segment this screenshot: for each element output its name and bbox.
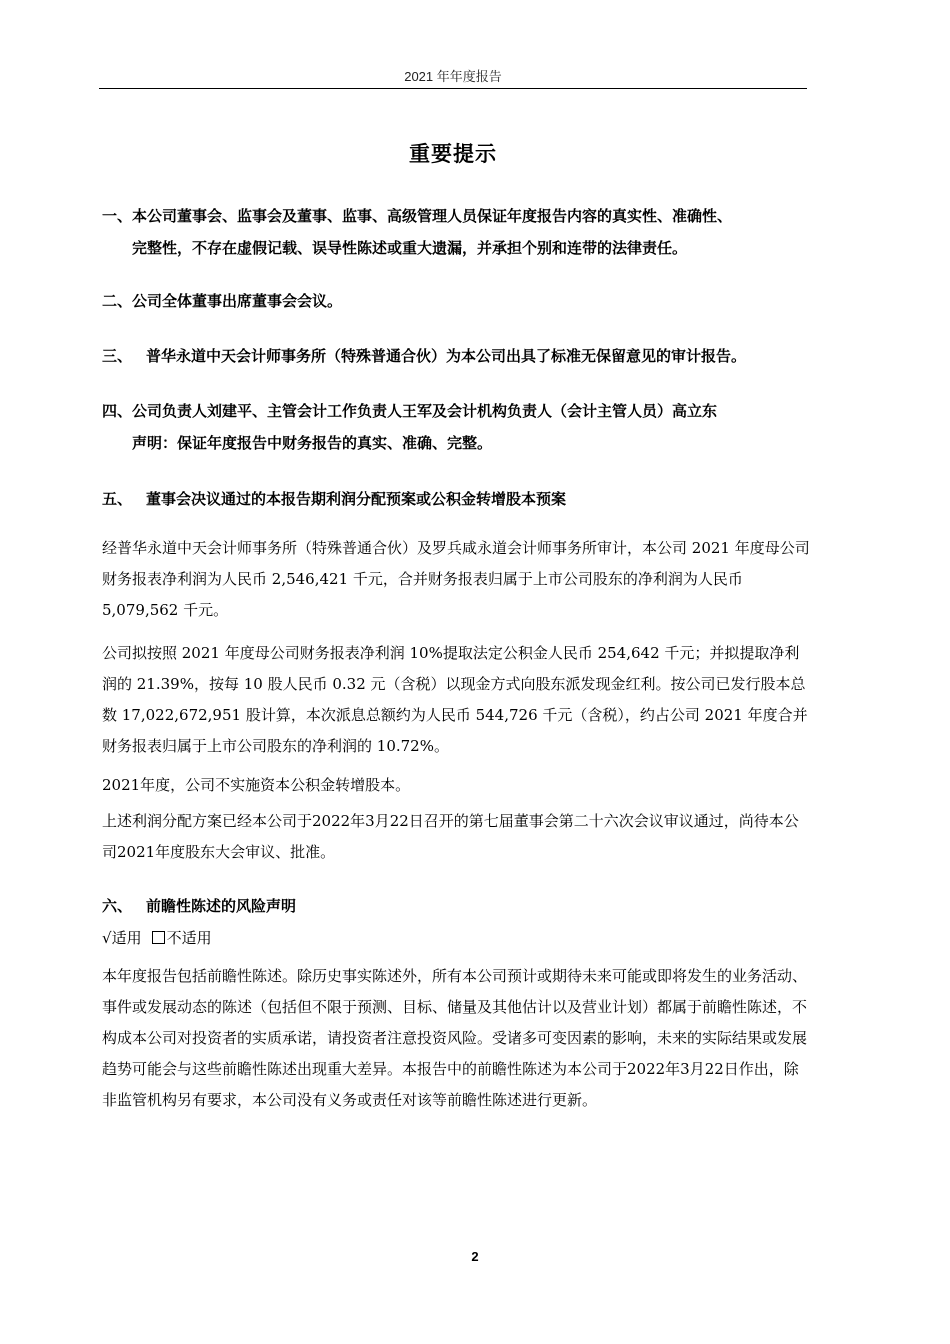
section-title: 前瞻性陈述的风险声明: [146, 897, 297, 915]
notice-number: 一、: [102, 207, 133, 225]
applicable-label: 适用: [111, 929, 142, 947]
forward-looking-statement: 本年度报告包括前瞻性陈述。除历史事实陈述外，所有本公司预计或期待未来可能或即将发生的业务活动、事件或发展动态的陈述（包括但不限于预测、目标、储量及其他估计以及营业计划）都属于前瞻性陈述，不构成本公司对投资者的实质承诺，请投资者注意投资风险。受诸多可变因素的影响，未来的实际结果或发展趋势可能会与这些前瞻性陈述出现重大差异。本报告中的前瞻性陈述为本公司于2022年3月22日作出，除非监管机构另有要求，本公司没有义务或责任对该等前瞻性陈述进行更新。: [102, 967, 808, 1109]
section-6-heading: [102, 890, 818, 922]
notice-item-3: [102, 340, 818, 372]
checkmark-icon: √: [102, 929, 112, 947]
notice-text: 公司负责人刘建平、主管会计工作负责人王军及会计机构负责人（会计主管人员）高立东: [132, 402, 718, 420]
applicability-options: [102, 923, 212, 953]
notice-item-5: [102, 483, 818, 515]
header-divider: [99, 88, 807, 89]
notice-item-1: [102, 200, 818, 264]
section-number: 六、: [102, 897, 133, 915]
profit-paragraph-1: 经普华永道中天会计师事务所（特殊普通合伙）及罗兵咸永道会计师事务所审计，本公司 2021 年度母公司财务报表净利润为人民币 2,546,421 千元，合并财务报表归属于上市公司股东的净利润为人民币 5,079,562 千元。: [102, 539, 810, 619]
notice-item-4: [102, 395, 818, 459]
profit-paragraph-4: 上述利润分配方案已经本公司于2022年3月22日召开的第七届董事会第二十六次会议审议通过，尚待本公司2021年度股东大会审议、批准。: [102, 812, 799, 861]
notice-text-continued: 声明：保证年度报告中财务报告的真实、准确、完整。: [132, 434, 493, 452]
notice-text: 公司全体董事出席董事会会议。: [132, 292, 343, 310]
notice-text: 普华永道中天会计师事务所（特殊普通合伙）为本公司出具了标准无保留意见的审计报告。: [146, 347, 747, 365]
notice-text: 董事会决议通过的本报告期利润分配预案或公积金转增股本预案: [146, 490, 567, 508]
profit-paragraph-2: 公司拟按照 2021 年度母公司财务报表净利润 10%提取法定公积金人民币 254,642 千元；并拟提取净利润的 21.39%，按每 10 股人民币 0.32 元（含税）以现金方式向股东派发现金红利。按公司已发行股本总数 17,022,672,951 股计算，本次派息总额约为人民币 544,726 千元（含税），约占公司 2021 年度合并财务报表归属于上市公司股东的净利润的 10.72%。: [102, 644, 808, 755]
notice-number: 五、: [102, 490, 133, 508]
not-applicable-label: 不适用: [166, 929, 212, 947]
page-number: 2: [471, 1249, 479, 1264]
notice-item-2: [102, 285, 818, 317]
notice-text: 本公司董事会、监事会及董事、监事、高级管理人员保证年度报告内容的真实性、准确性、: [132, 207, 733, 225]
page-header: 2021 年年度报告: [404, 69, 502, 84]
profit-paragraph-3: 2021年度，公司不实施资本公积金转增股本。: [102, 776, 411, 794]
notice-number: 二、: [102, 292, 133, 310]
notice-text-continued: 完整性，不存在虚假记载、误导性陈述或重大遗漏，并承担个别和连带的法律责任。: [132, 239, 688, 257]
notice-number: 四、: [102, 402, 133, 420]
notice-number: 三、: [102, 347, 133, 365]
page-title: 重要提示: [409, 142, 497, 166]
empty-checkbox-icon: [152, 931, 165, 944]
